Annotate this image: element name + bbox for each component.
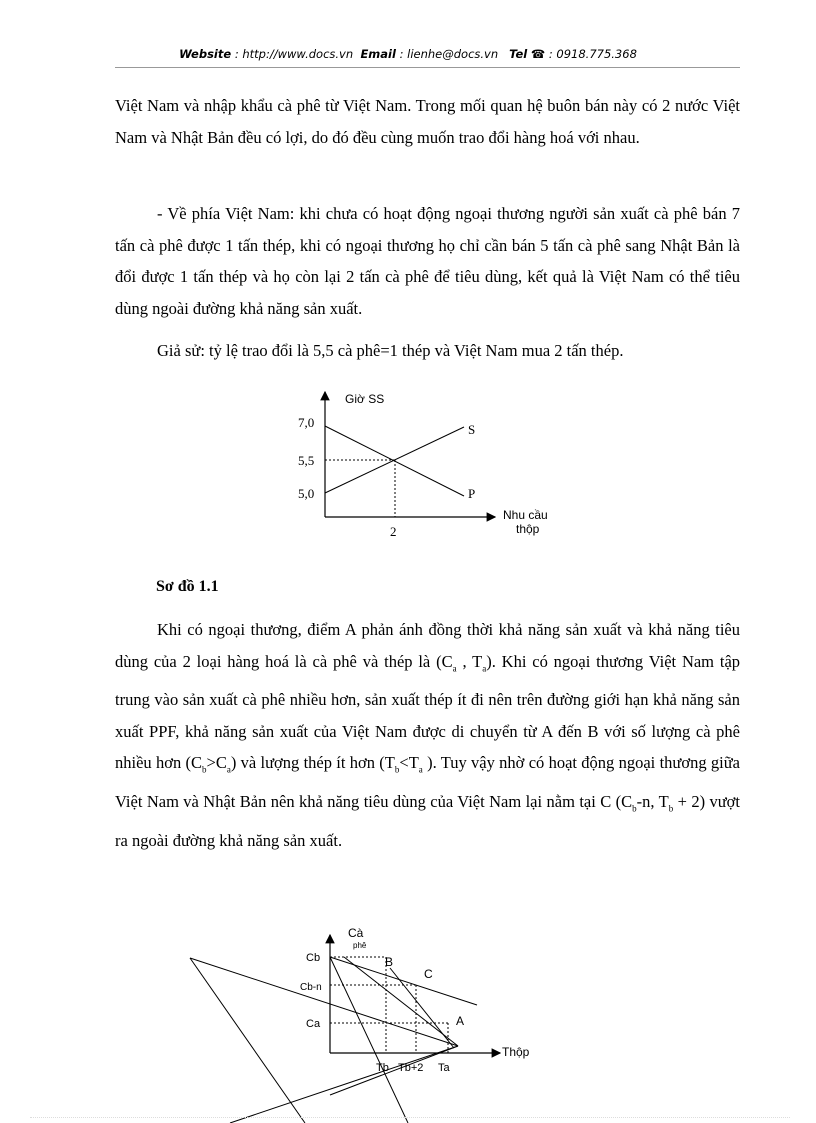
- p4-part-a: Khi có ngoại thương, điểm A phản ánh đồng thời khả năng sản xuất và khả năng tiêu dùng của 2 loại hàng hoá là cà phê và thép là (C: [115, 620, 740, 671]
- line-b-a: [344, 957, 458, 1046]
- figure-caption: Sơ đồ 1.1: [156, 578, 219, 595]
- fig2-y-tick-ca: Ca: [306, 1018, 321, 1030]
- fig1-y-title: Giờ SS: [345, 392, 385, 406]
- fig2-x-title: Thộp: [502, 1045, 530, 1059]
- p4-sub-a: a: [452, 662, 457, 673]
- fig2-x-tick-ta: Ta: [438, 1062, 450, 1074]
- tel-label: Tel: [509, 47, 528, 61]
- point-a-label: A: [456, 1014, 465, 1028]
- p4-sub-d: a: [226, 764, 231, 775]
- fig2-y-tick-cb: Cb: [306, 952, 321, 964]
- fig1-x-title: Nhu cầu: [503, 508, 548, 522]
- email-label: Email: [360, 47, 396, 61]
- p4-part-g: ). Tuy vậy nhờ có hoạt động ngoại thương giữa Việt Nam và Nhật Bản nên khả năng tiêu dùng của Việt Nam lại nằm tại C (C: [115, 753, 740, 812]
- email-value[interactable]: : lienhe@docs.vn: [399, 47, 499, 61]
- p4-sub-h: b: [668, 803, 674, 814]
- supply-label: S: [468, 422, 476, 437]
- p4-sub-e: b: [394, 764, 400, 775]
- fig1-y-tick-5-5: 5,5: [298, 453, 315, 468]
- p4-sub-b: a: [482, 662, 487, 673]
- fig2-x-tick-tb2: Tb+2: [398, 1062, 424, 1074]
- point-b-label: B: [385, 955, 394, 969]
- fig1-y-tick-7: 7,0: [298, 415, 315, 430]
- p4-part-b: , T: [456, 651, 483, 671]
- fig2-x-tick-tb: Tb: [376, 1062, 389, 1074]
- fig1-y-tick-5: 5,0: [298, 486, 315, 501]
- p4-part-e: ) và lượng thép ít hơn (T: [230, 753, 395, 773]
- paragraph-2: - Về phía Việt Nam: khi chưa có hoạt động ngoại thương người sản xuất cà phê bán 7 tấn cà phê được 1 tấn thép, khi có ngoại thương họ chỉ cần bán 5 tấn cà phê sang Nhật Bản là đổi được 1 tấn thép và họ còn lại 2 tấn cà phê để tiêu dùng, kết quả là Việt Nam có thể tiêu dùng ngoài đường khả năng sản xuất.: [115, 204, 740, 318]
- phone-icon: ☎: [530, 47, 546, 61]
- p4-sub-c: b: [202, 764, 207, 775]
- line-c-ta: [390, 968, 454, 1048]
- p4-sub-f: a: [418, 764, 423, 775]
- fig1-x-title-2: thộp: [516, 522, 540, 536]
- website-value[interactable]: : http://www.docs.vn: [234, 47, 354, 61]
- fig1-x-tick-2: 2: [390, 524, 397, 539]
- line-from-cb: [330, 957, 408, 1123]
- fig2-y-title-2: phê: [353, 941, 367, 950]
- footer-dotted-rule: [30, 1117, 790, 1118]
- trade-line: [330, 957, 477, 1005]
- paragraph-1: Việt Nam và nhập khẩu cà phê từ Việt Nam. Trong mối quan hệ buôn bán này có 2 nước Việt Nam và Nhật Bản đều có lợi, do đó đều cùng muốn trao đổi hàng hoá với nhau.: [115, 96, 740, 147]
- paragraph-3: Giả sử: tỷ lệ trao đổi là 5,5 cà phê=1 thép và Việt Nam mua 2 tấn thép.: [157, 341, 624, 360]
- ppf-left-edge: [190, 958, 305, 1123]
- p4-part-h: -n, T: [636, 792, 669, 812]
- point-c-label: C: [424, 967, 433, 981]
- demand-label: P: [468, 486, 476, 501]
- p4-part-d: >C: [206, 753, 227, 773]
- fig2-y-tick-cbn: Cb-n: [300, 982, 322, 993]
- fig2-y-title: Cà: [348, 926, 364, 940]
- ppf-curve-lower: [230, 1046, 458, 1123]
- tel-value: : 0918.775.368: [548, 47, 637, 61]
- p4-part-c: ). Khi có ngoại thương Việt Nam tập trung vào sản xuất cà phê nhiều hơn, sản xuất thép ít đi nên trên đường giới hạn khả năng sản xuất PPF, khả năng sản xuất của Việt Nam được di chuyển từ A đến B với số lượng cà phê nhiều hơn (C: [115, 651, 741, 773]
- p4-part-i: + 2) vượt ra ngoài đường khả năng sản xuất.: [115, 792, 740, 850]
- p4-sub-g: b: [632, 803, 637, 814]
- website-label: Website: [179, 47, 232, 61]
- p4-part-f: <T: [399, 753, 419, 773]
